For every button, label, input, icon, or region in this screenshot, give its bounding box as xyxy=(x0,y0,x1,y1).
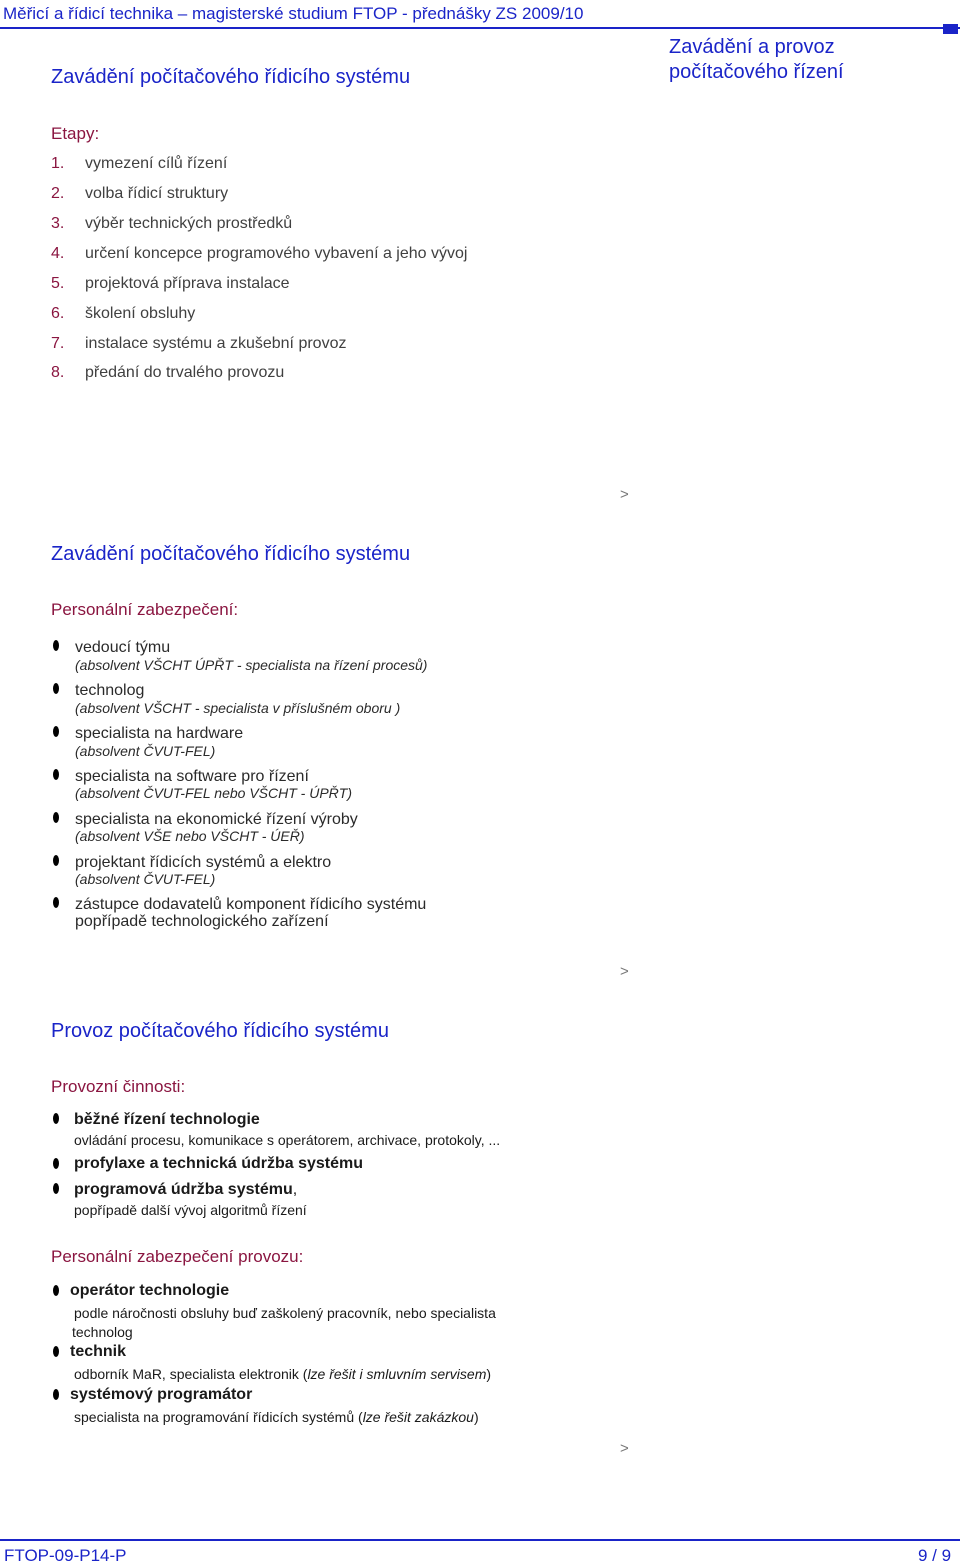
bullet-icon xyxy=(53,1285,59,1296)
list-item-note: (absolvent VŠE nebo VŠCHT - ÚEŘ) xyxy=(75,828,305,844)
list-item-note: (absolvent ČVUT-FEL nebo VŠCHT - ÚPŘT) xyxy=(75,785,352,801)
list-item-continuation: popřípadě technologického zařízení xyxy=(75,913,329,930)
section-subhead: Personální zabezpečení provozu: xyxy=(51,1247,304,1266)
bullet-icon xyxy=(53,897,59,908)
bullet-icon xyxy=(53,640,59,651)
section-subhead: Personální zabezpečení: xyxy=(51,600,239,619)
list-item: běžné řízení technologie xyxy=(74,1111,260,1128)
list-item-note: (absolvent ČVUT-FEL) xyxy=(75,743,216,759)
list-item-note: podle náročnosti obsluhy buď zaškolený pracovník, nebo specialista xyxy=(74,1305,496,1321)
page-number: 9 / 9 xyxy=(918,1546,952,1565)
bullet-icon xyxy=(53,1113,59,1124)
list-item: systémový programátor xyxy=(70,1386,253,1403)
note-end: ) xyxy=(486,1366,492,1382)
note-text: specialista na programování řídicích systémů ( xyxy=(74,1409,363,1425)
header-marker xyxy=(943,24,958,34)
list-item-number: 4. xyxy=(51,245,65,262)
bullet-icon xyxy=(53,769,59,780)
list-item: operátor technologie xyxy=(70,1282,230,1299)
note-italic: lze řešit i smluvním servisem xyxy=(307,1366,487,1382)
list-item-note: ovládání procesu, komunikace s operátorem, archivace, protokoly, ... xyxy=(74,1132,501,1148)
list-item: volba řídicí struktury xyxy=(85,185,229,202)
list-item xyxy=(74,1181,297,1199)
list-item-number: 3. xyxy=(51,215,65,232)
list-item: specialista na hardware xyxy=(75,725,244,742)
list-item: instalace systému a zkušební provoz xyxy=(85,335,347,352)
document-code: FTOP-09-P14-P xyxy=(4,1546,127,1565)
bullet-icon xyxy=(53,683,59,694)
list-item: projektová příprava instalace xyxy=(85,275,290,292)
section-subhead: Etapy: xyxy=(51,124,100,143)
list-item: výběr technických prostředků xyxy=(85,215,293,232)
list-item: určení koncepce programového vybavení a jeho vývoj xyxy=(85,245,468,262)
list-item: projektant řídicích systémů a elektro xyxy=(75,854,332,871)
list-item-note: (absolvent VŠCHT - specialista v příslušném oboru ) xyxy=(75,700,401,716)
list-item-number: 1. xyxy=(51,155,65,172)
list-item: profylaxe a technická údržba systému xyxy=(74,1155,363,1172)
list-item-number: 2. xyxy=(51,185,65,202)
note-end: ) xyxy=(473,1409,479,1425)
section-title: Zavádění počítačového řídicího systému xyxy=(51,543,411,565)
bullet-icon xyxy=(53,1158,59,1169)
section-title: Zavádění počítačového řídicího systému xyxy=(51,66,411,88)
footer-rule xyxy=(0,1539,960,1541)
list-item-number: 7. xyxy=(51,335,65,352)
list-item: předání do trvalého provozu xyxy=(85,364,285,381)
list-item-label: programová údržba systému xyxy=(74,1181,293,1198)
list-item-number: 8. xyxy=(51,364,65,381)
list-item-number: 6. xyxy=(51,305,65,322)
header-rule xyxy=(0,27,960,29)
list-item-note: popřípadě další vývoj algoritmů řízení xyxy=(74,1202,307,1218)
list-item: vymezení cílů řízení xyxy=(85,155,228,172)
next-page-link[interactable]: > xyxy=(620,486,629,503)
list-item-note xyxy=(74,1409,479,1425)
list-item-note: (absolvent ČVUT-FEL) xyxy=(75,871,216,887)
list-item: vedoucí týmu xyxy=(75,639,171,656)
bullet-icon xyxy=(53,1389,59,1400)
list-item-note: (absolvent VŠCHT ÚPŘT - specialista na řízení procesů) xyxy=(75,657,428,673)
note-italic: lze řešit zakázkou xyxy=(362,1409,474,1425)
next-page-link[interactable]: > xyxy=(620,963,629,980)
next-page-link[interactable]: > xyxy=(620,1440,629,1457)
bullet-icon xyxy=(53,1183,59,1194)
topic-title: Zavádění a provoz počítačového řízení xyxy=(669,36,844,83)
list-item-punctuation: , xyxy=(292,1181,298,1198)
section-subhead: Provozní činnosti: xyxy=(51,1077,186,1096)
bullet-icon xyxy=(53,812,59,823)
section-title: Provoz počítačového řídicího systému xyxy=(51,1020,389,1042)
list-item-note xyxy=(74,1366,491,1382)
bullet-icon xyxy=(53,855,59,866)
list-item-number: 5. xyxy=(51,275,65,292)
list-item: zástupce dodavatelů komponent řídicího systému xyxy=(75,896,427,913)
list-item: technik xyxy=(70,1343,127,1360)
note-text: odborník MaR, specialista elektronik ( xyxy=(74,1366,308,1382)
bullet-icon xyxy=(53,726,59,737)
list-item-note: technolog xyxy=(72,1324,133,1340)
list-item: specialista na ekonomické řízení výroby xyxy=(75,811,358,828)
list-item: technolog xyxy=(75,682,145,699)
list-item: školení obsluhy xyxy=(85,305,196,322)
list-item: specialista na software pro řízení xyxy=(75,768,309,785)
bullet-icon xyxy=(53,1346,59,1357)
document-header-title: Měřicí a řídicí technika – magisterské studium FTOP - přednášky ZS 2009/10 xyxy=(3,4,584,23)
